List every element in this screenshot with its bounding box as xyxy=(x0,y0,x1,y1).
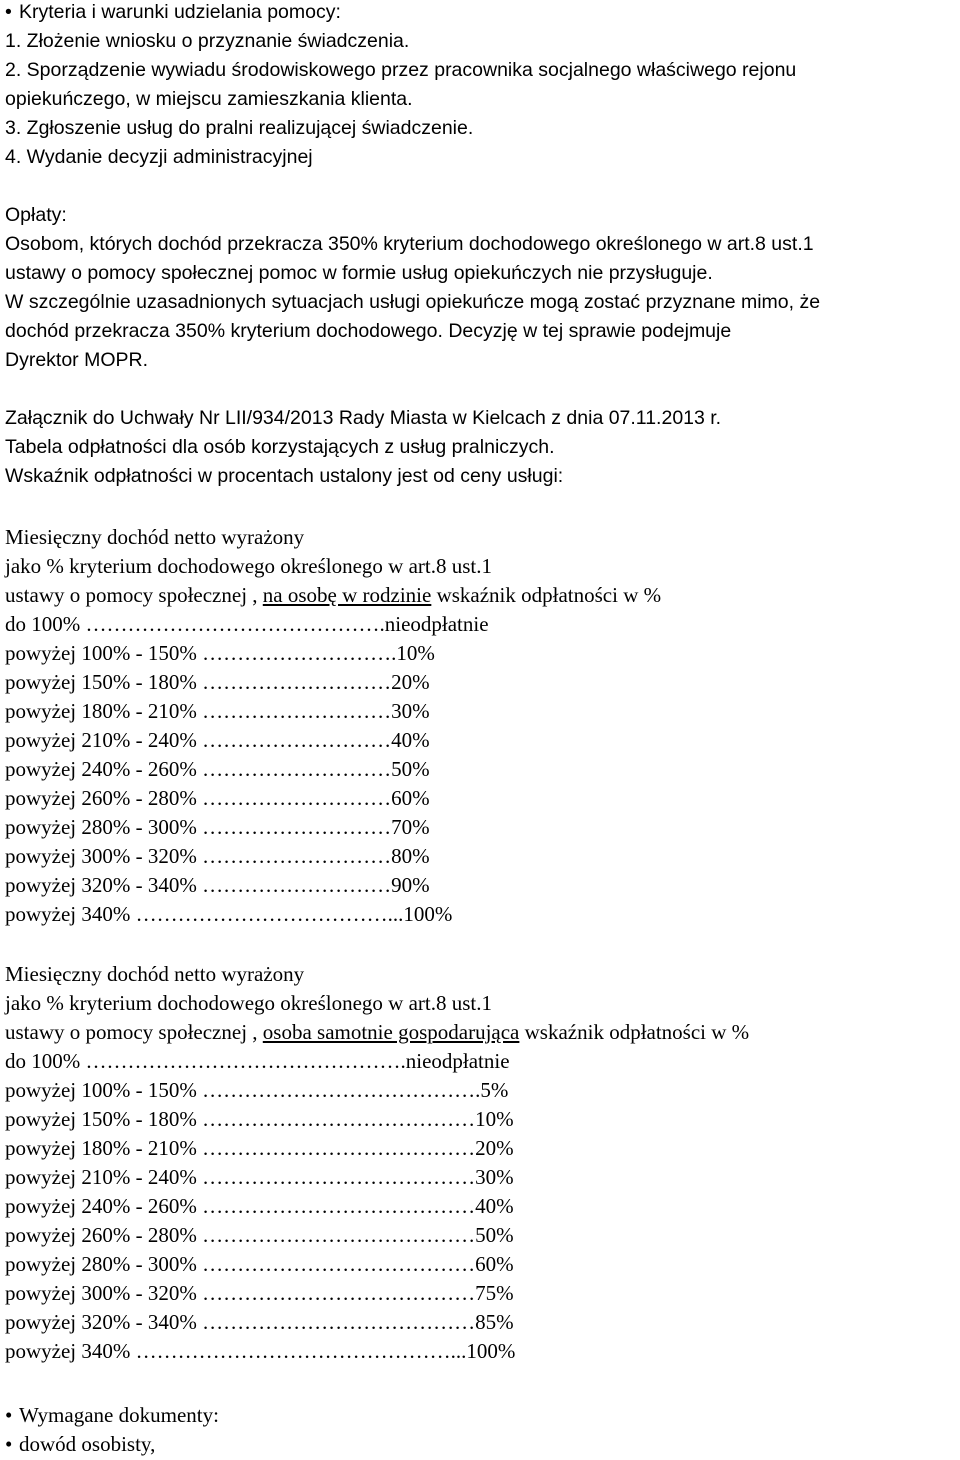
row-value: 90% xyxy=(391,873,430,897)
row-range: powyżej 150% - 180% xyxy=(5,670,197,694)
row-range: powyżej 240% - 260% xyxy=(5,757,197,781)
row-dots: ……………………… xyxy=(196,757,392,781)
row-dots: ………………………………… xyxy=(196,1136,476,1160)
row-range: powyżej 280% - 300% xyxy=(5,1252,197,1276)
table-row xyxy=(5,900,452,929)
annex-line: Wskaźnik odpłatności w procentach ustalony jest od ceny usługi: xyxy=(5,465,564,487)
row-dots: ………………………………... xyxy=(130,902,404,926)
row-value: 5% xyxy=(480,1078,509,1102)
table-head: Miesięczny dochód netto wyrażony xyxy=(5,525,305,549)
row-value: 20% xyxy=(391,670,430,694)
row-value: nieodpłatnie xyxy=(405,1049,510,1073)
fees-line: W szczególnie uzasadnionych sytuacjach usługi opiekuńcze mogą zostać przyznane mimo, że xyxy=(5,291,821,313)
table-row xyxy=(5,726,430,755)
row-range: powyżej 180% - 210% xyxy=(5,699,197,723)
table-head-text: wskaźnik odpłatności w % xyxy=(519,1020,750,1044)
row-dots: ……………………… xyxy=(196,815,392,839)
row-value: 60% xyxy=(475,1252,514,1276)
table-row xyxy=(5,784,430,813)
row-range: do 100% xyxy=(5,1049,81,1073)
table-row xyxy=(5,639,435,668)
row-value: 60% xyxy=(391,786,430,810)
criteria-step: 2. Sporządzenie wywiadu środowiskowego przez pracownika socjalnego właściwego rejonu xyxy=(5,59,797,81)
table-head: jako % kryterium dochodowego określonego w art.8 ust.1 xyxy=(5,991,492,1015)
documents-heading xyxy=(5,1401,219,1430)
table-head-text: ustawy o pomocy społecznej , xyxy=(5,583,263,607)
row-value: 85% xyxy=(475,1310,514,1334)
row-dots: ………………………. xyxy=(196,641,397,665)
row-range: powyżej 100% - 150% xyxy=(5,1078,197,1102)
row-range: do 100% xyxy=(5,612,81,636)
fees-line: Dyrektor MOPR. xyxy=(5,349,149,371)
documents-item xyxy=(5,1430,155,1459)
table-row xyxy=(5,842,430,871)
row-value: 30% xyxy=(391,699,430,723)
row-value: nieodpłatnie xyxy=(384,612,489,636)
table-row xyxy=(5,1076,508,1105)
criteria-step: 4. Wydanie decyzji administracyjnej xyxy=(5,146,313,168)
row-value: 50% xyxy=(475,1223,514,1247)
documents-item-text: dowód osobisty, xyxy=(19,1432,156,1456)
row-dots: ………………………………………... xyxy=(130,1339,467,1363)
table-row xyxy=(5,1047,510,1076)
criteria-heading-text: Kryteria i warunki udzielania pomocy: xyxy=(19,1,341,23)
table-row xyxy=(5,1105,514,1134)
table-row xyxy=(5,813,430,842)
row-value: 50% xyxy=(391,757,430,781)
row-dots: ………………………………… xyxy=(196,1310,476,1334)
table-head: jako % kryterium dochodowego określonego w art.8 ust.1 xyxy=(5,554,492,578)
row-range: powyżej 320% - 340% xyxy=(5,873,197,897)
bullet-icon: • xyxy=(5,1403,13,1427)
fees-line: dochód przekracza 350% kryterium dochodowego. Decyzję w tej sprawie podejmuje xyxy=(5,320,732,342)
row-range: powyżej 280% - 300% xyxy=(5,815,197,839)
row-value: 100% xyxy=(466,1339,516,1363)
row-range: powyżej 260% - 280% xyxy=(5,786,197,810)
row-dots: ………………………………… xyxy=(196,1107,476,1131)
row-dots: ……………………… xyxy=(196,699,392,723)
row-dots: ………………………………… xyxy=(196,1194,476,1218)
bullet-icon: • xyxy=(5,1432,13,1456)
row-dots: …………………………………. xyxy=(196,1078,481,1102)
fees-line: ustawy o pomocy społecznej pomoc w formie usług opiekuńczych nie przysługuje. xyxy=(5,262,713,284)
row-range: powyżej 300% - 320% xyxy=(5,1281,197,1305)
row-value: 20% xyxy=(475,1136,514,1160)
table-row xyxy=(5,1221,514,1250)
row-dots: ………………………………… xyxy=(196,1252,476,1276)
row-dots: ……………………… xyxy=(196,844,392,868)
table-head-underlined: na osobę w rodzinie xyxy=(262,583,432,607)
row-dots: ………………………………………. xyxy=(80,1049,406,1073)
row-dots: ……………………… xyxy=(196,728,392,752)
fees-label: Opłaty: xyxy=(5,204,67,226)
row-value: 40% xyxy=(475,1194,514,1218)
row-range: powyżej 300% - 320% xyxy=(5,844,197,868)
row-value: 10% xyxy=(475,1107,514,1131)
row-range: powyżej 150% - 180% xyxy=(5,1107,197,1131)
row-dots: ………………………………… xyxy=(196,1223,476,1247)
documents-heading-text: Wymagane dokumenty: xyxy=(19,1403,219,1427)
criteria-step: opiekuńczego, w miejscu zamieszkania klienta. xyxy=(5,88,413,110)
row-dots: ……………………… xyxy=(196,670,392,694)
row-value: 100% xyxy=(403,902,453,926)
row-range: powyżej 260% - 280% xyxy=(5,1223,197,1247)
table-row xyxy=(5,1337,515,1366)
row-value: 75% xyxy=(475,1281,514,1305)
criteria-step: 3. Zgłoszenie usług do pralni realizującej świadczenie. xyxy=(5,117,474,139)
row-range: powyżej 240% - 260% xyxy=(5,1194,197,1218)
table-row xyxy=(5,755,430,784)
row-dots: ………………………………… xyxy=(196,1165,476,1189)
bullet-icon: • xyxy=(5,1,12,23)
row-value: 80% xyxy=(391,844,430,868)
row-range: powyżej 210% - 240% xyxy=(5,728,197,752)
table-head-underlined: osoba samotnie gospodarująca xyxy=(262,1020,520,1044)
table-row xyxy=(5,1134,514,1163)
row-dots: ……………………………………. xyxy=(80,612,385,636)
row-range: powyżej 340% xyxy=(5,902,131,926)
table-row xyxy=(5,697,430,726)
table-head-text: wskaźnik odpłatności w % xyxy=(431,583,662,607)
row-dots: ……………………… xyxy=(196,786,392,810)
row-range: powyżej 180% - 210% xyxy=(5,1136,197,1160)
table-row xyxy=(5,610,489,639)
row-value: 30% xyxy=(475,1165,514,1189)
table-row xyxy=(5,1250,514,1279)
table-row xyxy=(5,1192,514,1221)
row-value: 70% xyxy=(391,815,430,839)
row-range: powyżej 340% xyxy=(5,1339,131,1363)
table-row xyxy=(5,1308,514,1337)
table-head xyxy=(5,1018,749,1047)
table-row xyxy=(5,871,430,900)
table-head: Miesięczny dochód netto wyrażony xyxy=(5,962,305,986)
table-head-text: ustawy o pomocy społecznej , xyxy=(5,1020,263,1044)
criteria-heading xyxy=(5,0,341,27)
table-head xyxy=(5,581,661,610)
row-dots: ………………………………… xyxy=(196,1281,476,1305)
row-dots: ……………………… xyxy=(196,873,392,897)
row-range: powyżej 320% - 340% xyxy=(5,1310,197,1334)
fees-line: Osobom, których dochód przekracza 350% kryterium dochodowego określonego w art.8 ust.1 xyxy=(5,233,814,255)
row-value: 40% xyxy=(391,728,430,752)
table-row xyxy=(5,1279,514,1308)
criteria-step: 1. Złożenie wniosku o przyznanie świadczenia. xyxy=(5,30,410,52)
table-row xyxy=(5,1163,514,1192)
annex-line: Załącznik do Uchwały Nr LII/934/2013 Rady Miasta w Kielcach z dnia 07.11.2013 r. xyxy=(5,407,722,429)
row-value: 10% xyxy=(396,641,435,665)
row-range: powyżej 210% - 240% xyxy=(5,1165,197,1189)
table-row xyxy=(5,668,430,697)
annex-line: Tabela odpłatności dla osób korzystających z usług pralniczych. xyxy=(5,436,555,458)
row-range: powyżej 100% - 150% xyxy=(5,641,197,665)
